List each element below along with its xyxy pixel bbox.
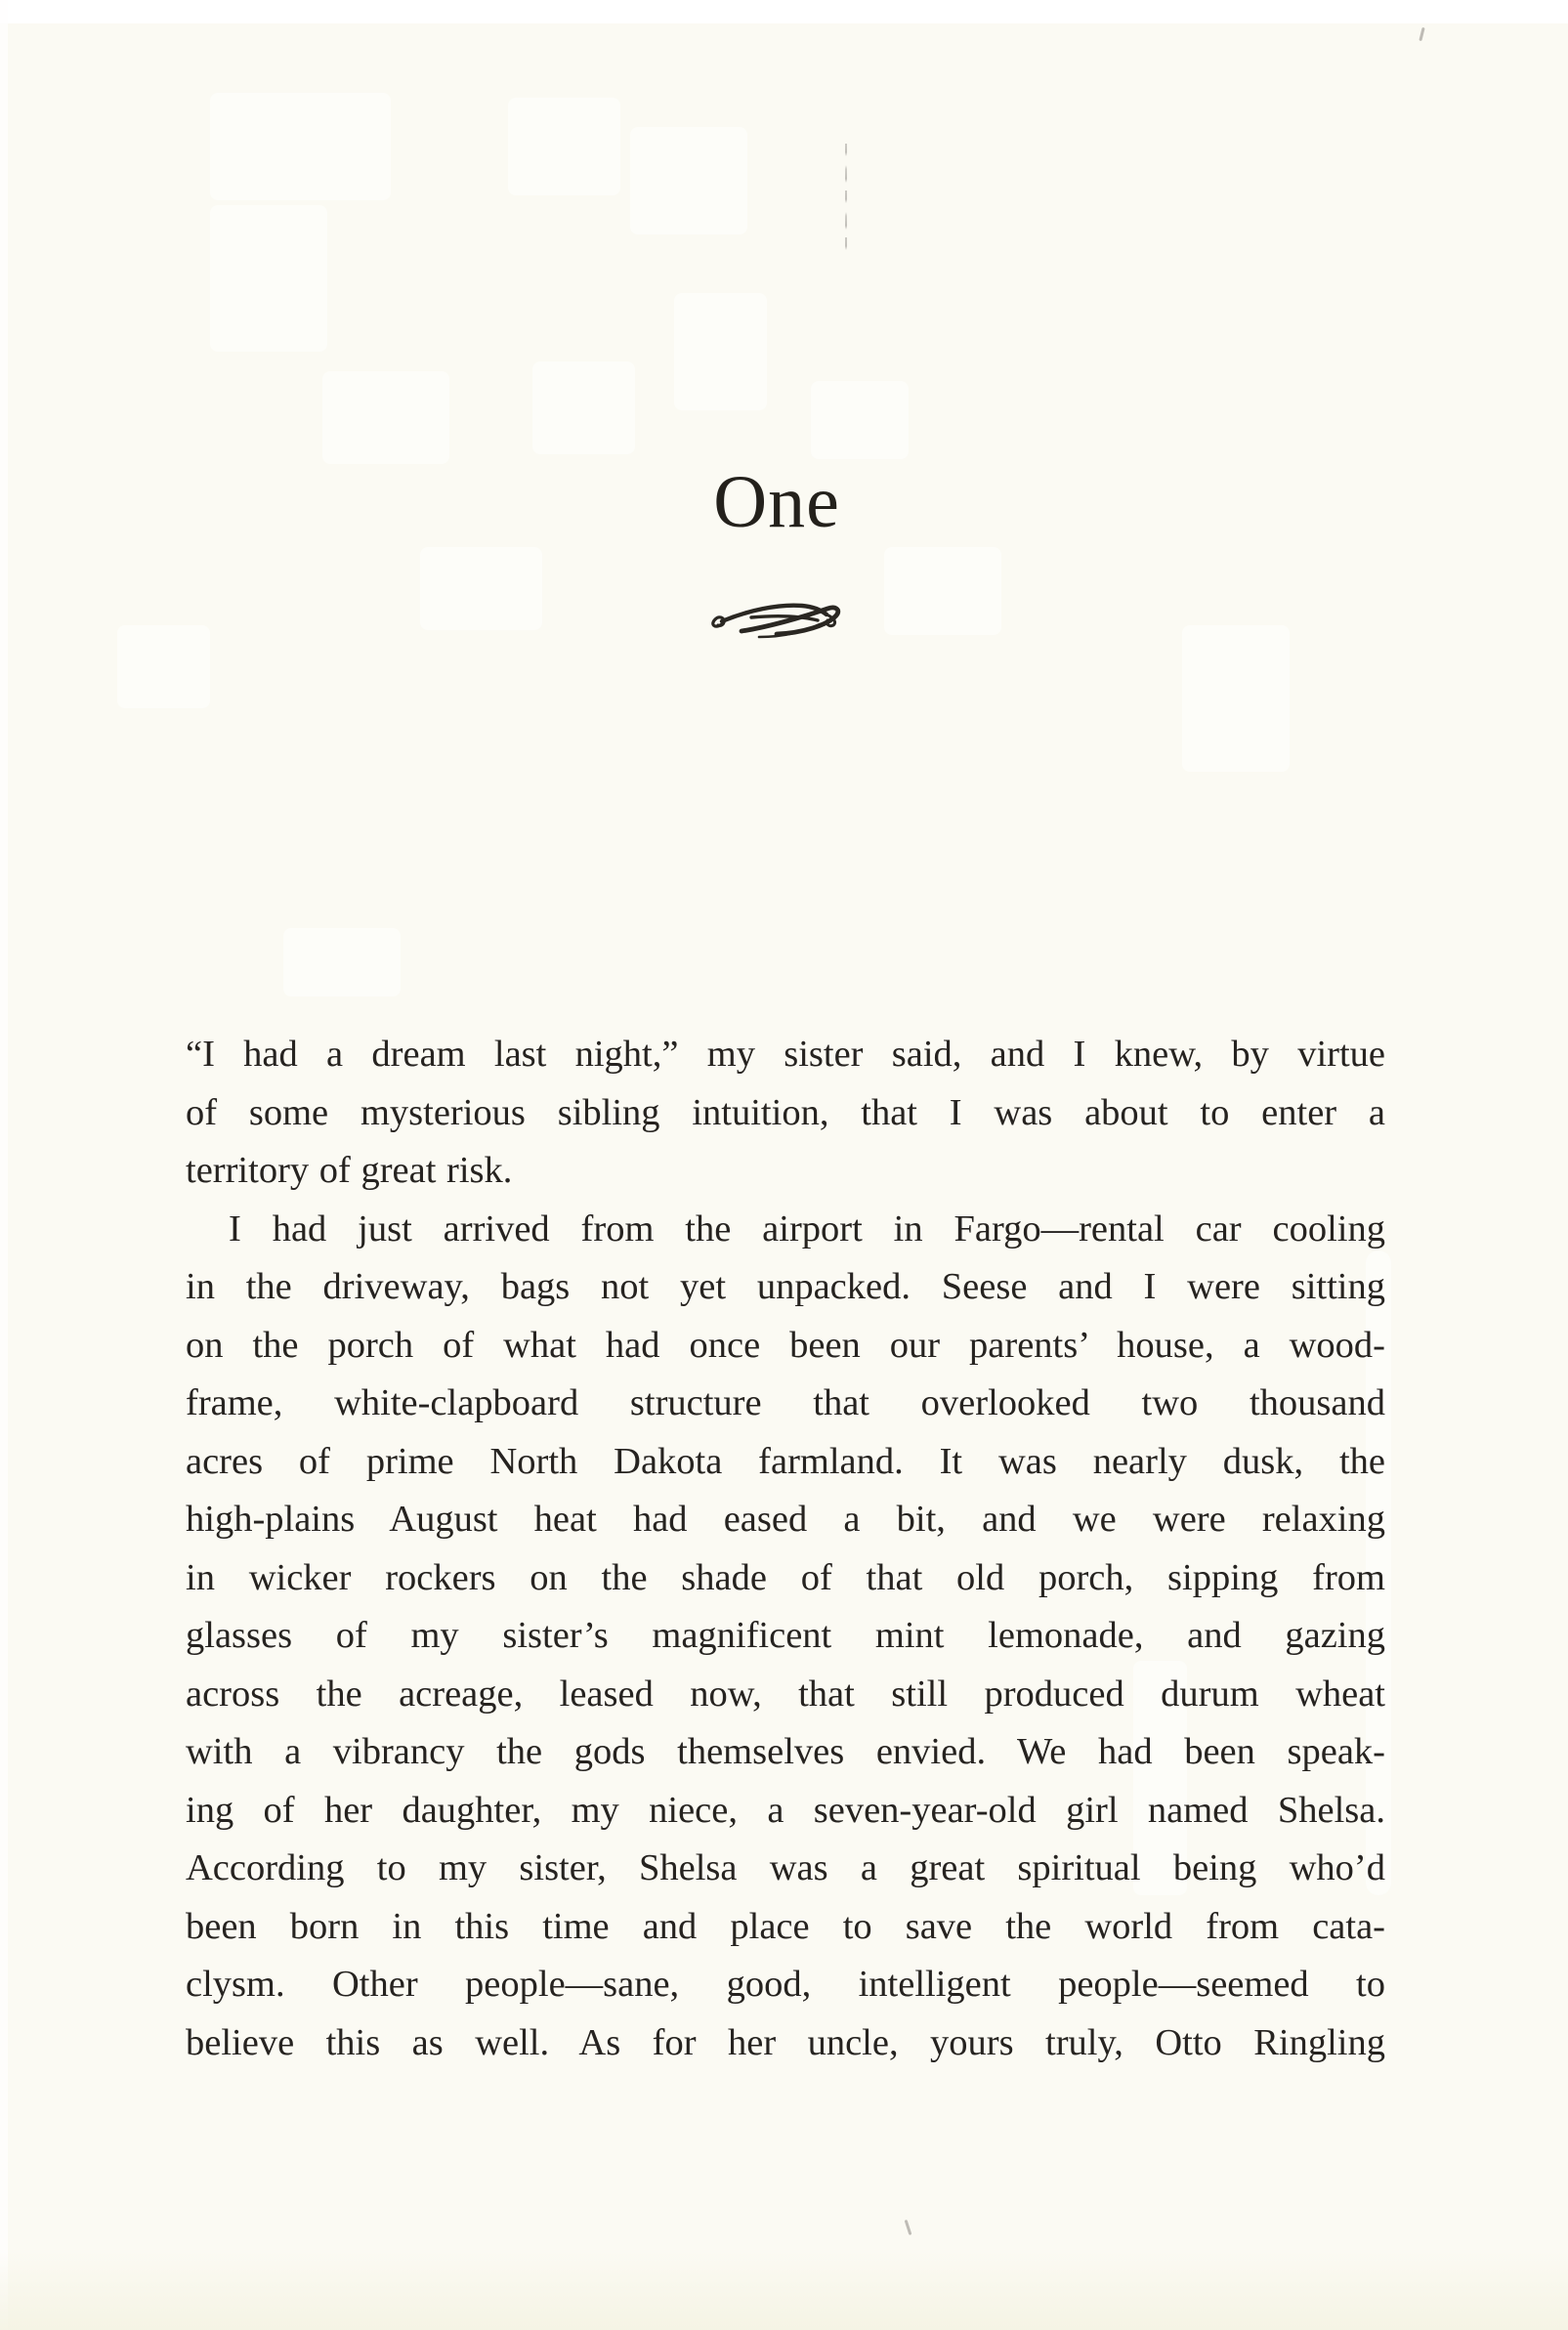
- scan-edge-left: [0, 0, 8, 2330]
- scan-line-artifact: [845, 144, 847, 256]
- bleedthrough-artifact: [811, 381, 909, 459]
- bleedthrough-artifact: [210, 205, 327, 352]
- scan-edge-top: [0, 0, 1568, 23]
- text-line: “I had a dream last night,” my sister said, and I knew, by virtue: [186, 1034, 1385, 1075]
- text-line: ing of her daughter, my niece, a seven-year-old girl named Shelsa.: [186, 1789, 1385, 1831]
- text-line: glasses of my sister’s magnificent mint lemonade, and gazing: [186, 1615, 1385, 1656]
- text-line: in wicker rockers on the shade of that old porch, sipping from: [186, 1556, 1385, 1598]
- scan-speck: [905, 2220, 912, 2235]
- text-line: I had just arrived from the airport in Fargo—rental car cooling: [229, 1207, 1385, 1250]
- text-line: in the driveway, bags not yet unpacked. Seese and I were sitting: [186, 1266, 1385, 1307]
- bleedthrough-artifact: [508, 98, 620, 195]
- text-line: territory of great risk.: [186, 1150, 513, 1191]
- text-line: clysm. Other people—sane, good, intelligent people—seemed to: [186, 1964, 1385, 2005]
- scan-speck: [1419, 27, 1424, 41]
- chapter-ornament-flourish: [186, 594, 1368, 646]
- text-line: with a vibrancy the gods themselves envied. We had been speak-: [186, 1731, 1385, 1772]
- text-line: According to my sister, Shelsa was a great spiritual being who’d: [186, 1847, 1385, 1888]
- scan-edge-bottom: [0, 2252, 1568, 2330]
- text-line: on the porch of what had once been our parents’ house, a wood-: [186, 1324, 1385, 1366]
- text-line: frame, white-clapboard structure that overlooked two thousand: [186, 1382, 1385, 1423]
- text-line: across the acreage, leased now, that still produced durum wheat: [186, 1673, 1385, 1715]
- bleedthrough-artifact: [210, 93, 391, 200]
- bleedthrough-artifact: [674, 293, 767, 410]
- chapter-title: One: [713, 461, 840, 543]
- bleedthrough-artifact: [322, 371, 449, 464]
- text-line: acres of prime North Dakota farmland. It was nearly dusk, the: [186, 1440, 1385, 1482]
- text-line: been born in this time and place to save the world from cata-: [186, 1905, 1385, 1947]
- bleedthrough-artifact: [283, 928, 401, 996]
- text-line: believe this as well. As for her uncle, yours truly, Otto Ringling: [186, 2021, 1385, 2063]
- body-text: [186, 1026, 1385, 2072]
- bleedthrough-artifact: [630, 127, 747, 234]
- bleedthrough-artifact: [532, 361, 635, 454]
- text-line: of some mysterious sibling intuition, that I was about to enter a: [186, 1091, 1385, 1133]
- text-line: high-plains August heat had eased a bit, and we were relaxing: [186, 1499, 1385, 1540]
- flourish-icon: [708, 594, 845, 641]
- bleedthrough-artifact: [1182, 625, 1290, 772]
